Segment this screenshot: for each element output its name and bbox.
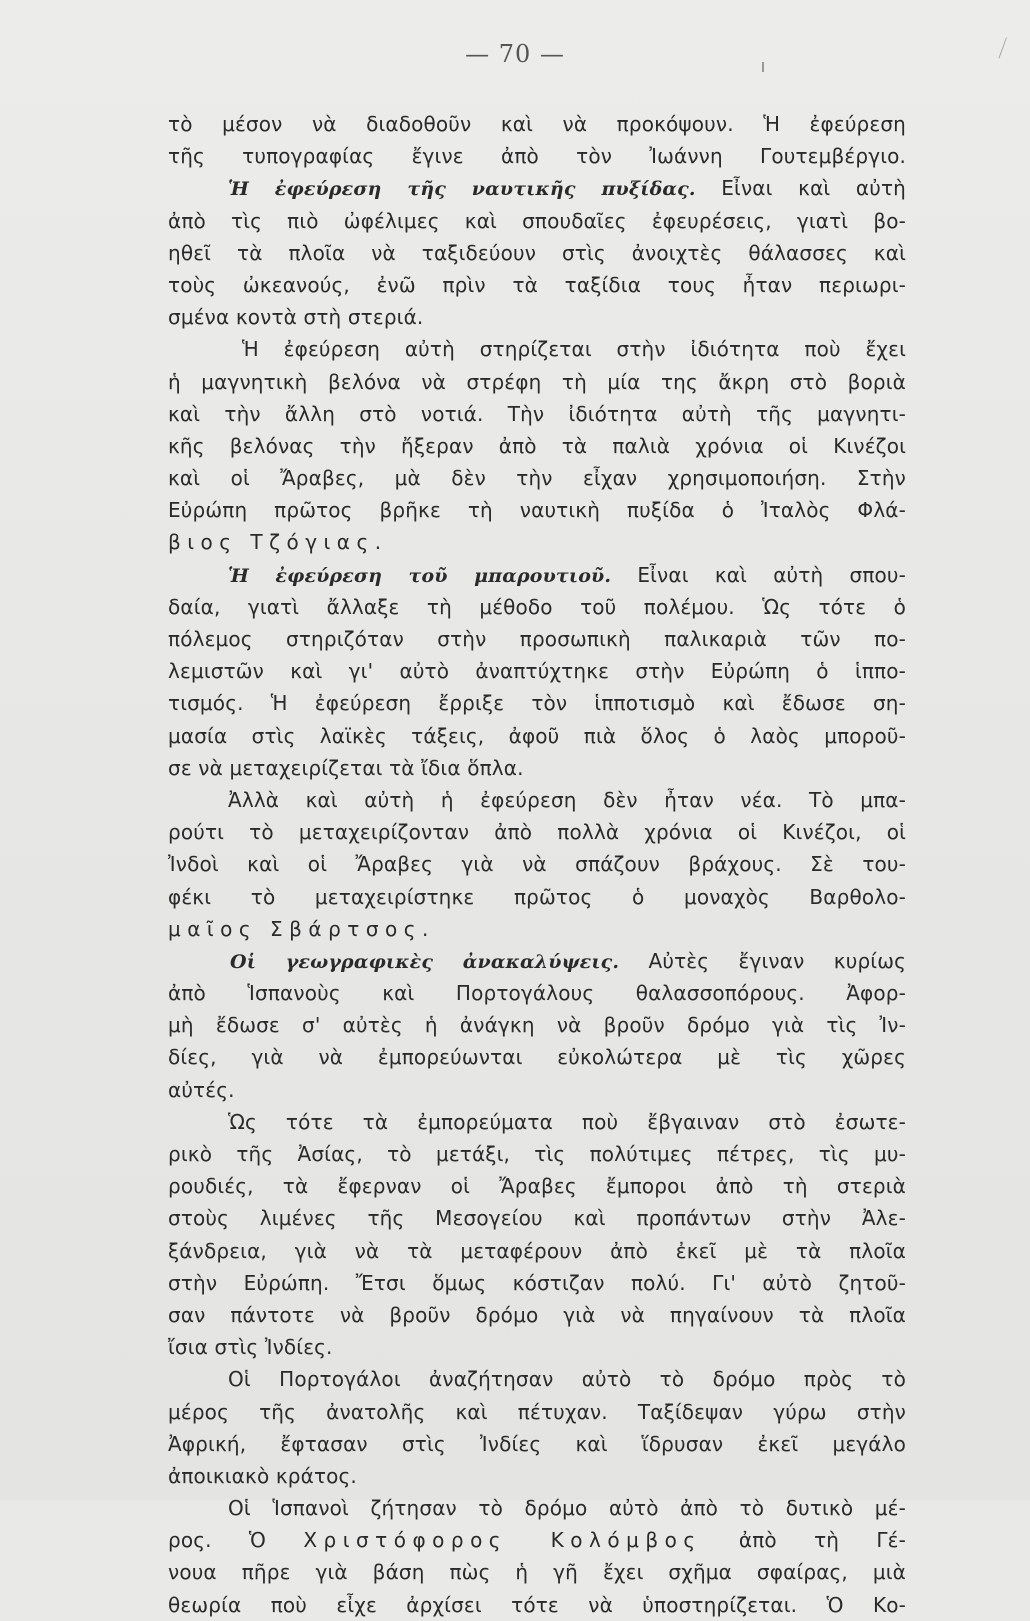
text-line: μαῖος Σβάρτσος. (168, 916, 435, 941)
text-line: σμένα κοντὰ στὴ στεριά. (168, 305, 424, 330)
text-line: ξάνδρεια, γιὰ νὰ τὰ μεταφέρουν ἀπὸ ἐκεῖ μὲ τὰ πλοῖα (168, 1238, 906, 1263)
text-line: τοὺς ὠκεανούς, ἐνῶ πρὶν τὰ ταξίδια τους ἦταν περιωρι- (168, 272, 906, 297)
text-line: δίες, γιὰ νὰ ἐμπορεύωνται εὐκολώτερα μὲ τὶς χῶρες (168, 1045, 906, 1070)
text-span: Αὐτὲς ἔγιναν κυρίως (619, 948, 906, 973)
section-heading: Ἡ ἐφεύρεση τοῦ μπαρουτιοῦ. (228, 564, 612, 587)
page-number: — 70 — (465, 40, 565, 68)
text-line: ρούτι τὸ μεταχειρίζονταν ἀπὸ πολλὰ χρόνια οἱ Κινέζοι, οἱ (168, 820, 906, 845)
text-line: λεμιστῶν καὶ γι' αὐτὸ ἀναπτύχτηκε στὴν Εὐρώπη ὁ ἱππο- (168, 659, 906, 684)
text-line: μέρος τῆς ἀνατολῆς καὶ πέτυχαν. Ταξίδεψαν γύρω στὴν (168, 1399, 906, 1424)
text-line: σε νὰ μεταχειρίζεται τὰ ἴδια ὅπλα. (168, 755, 524, 780)
text-line: ρικὸ τῆς Ἀσίας, τὸ μετάξι, τὶς πολύτιμες πέτρες, τὶς μυ- (168, 1142, 906, 1166)
text-line: θεωρία ποὺ εἶχε ἀρχίσει τότε νὰ ὑποστηρίζεται. Ὁ Κο- (168, 1592, 906, 1617)
text-line: φέκι τὸ μεταχειρίστηκε πρῶτος ὁ μοναχὸς Βαρθολο- (168, 884, 906, 909)
text-line: Ἀλλὰ καὶ αὐτὴ ἡ ἐφεύρεση δὲν ἦταν νέα. Τὸ μπα- (228, 787, 906, 812)
text-line (168, 1524, 906, 1556)
text-line: τισμός. Ἡ ἐφεύρεση ἔρριξε τὸν ἱπποτισμὸ καὶ ἔδωσε ση- (168, 691, 906, 716)
text-line: δαία, γιατὶ ἄλλαξε τὴ μέθοδο τοῦ πολέμου. Ὡς τότε ὁ (168, 594, 906, 619)
text-line: καὶ τὴν ἄλλη στὸ νοτιά. Τὴν ἰδιότητα αὐτὴ τῆς μαγνητι- (168, 401, 906, 426)
text-line: καὶ οἱ Ἄραβες, μὰ δὲν τὴν εἶχαν χρησιμοποιήση. Στὴν (168, 466, 906, 491)
text-line: Ὡς τότε τὰ ἐμπορεύματα ποὺ ἔβγαιναν στὸ ἐσωτε- (228, 1109, 906, 1134)
text-line: ηθεῖ τὰ πλοῖα νὰ ταξιδεύουν στὶς ἀνοιχτὲς θάλασσες καὶ (168, 240, 906, 265)
text-line: τὸ μέσον νὰ διαδοθοῦν καὶ νὰ προκόψουν. Ἡ ἐφεύρεση (168, 112, 906, 136)
text-line: ἡ μαγνητικὴ βελόνα νὰ στρέφη τὴ μία της ἄκρη στὸ βοριὰ (168, 369, 906, 394)
text-line: πόλεμος στηριζόταν στὴν προσωπικὴ παλικαριὰ τῶν πο- (168, 627, 906, 651)
text-line: ἀποικιακὸ κράτος. (168, 1463, 357, 1488)
text-span: Εἶναι καὶ αὐτὴ σπου- (611, 562, 906, 587)
text-line: Ἰνδοὶ καὶ οἱ Ἄραβες γιὰ νὰ σπάζουν βράχους. Σὲ του- (168, 852, 906, 877)
text-line: Ἡ ἐφεύρεση αὐτὴ στηρίζεται στὴν ἰδιότητα ποὺ ἔχει (242, 337, 906, 362)
text-line: Ἀφρική, ἔφτασαν στὶς Ἰνδίες καὶ ἵδρυσαν ἐκεῖ μεγάλο (168, 1431, 906, 1456)
person-name: Χριστόφορος Κολόμβος (303, 1528, 702, 1553)
text-line: βιος Τζόγιας. (168, 530, 388, 555)
text-span: Εἶναι καὶ αὐτὴ (695, 176, 907, 201)
text-line: μασία στὶς λαϊκὲς τάξεις, ἀφοῦ πιὰ ὅλος ὁ λαὸς μποροῦ- (168, 723, 906, 748)
section-line (168, 172, 906, 204)
text-line: αὐτές. (168, 1077, 235, 1102)
text-line: τῆς τυπογραφίας ἔγινε ἀπὸ τὸν Ἰωάννη Γουτεμβέργιο. (168, 144, 906, 169)
text-line: νουα πῆρε γιὰ βάση πὼς ἡ γῆ ἔχει σχῆμα σφαίρας, μιὰ (168, 1560, 906, 1585)
text-line: μὴ ἔδωσε σ' αὐτὲς ἡ ἀνάγκη νὰ βροῦν δρόμο γιὰ τὶς Ἰν- (168, 1013, 906, 1038)
text-line: στὴν Εὐρώπη. Ἔτσι ὅμως κόστιζαν πολύ. Γι' αὐτὸ ζητοῦ- (168, 1270, 906, 1295)
text-line: Εὐρώπη πρῶτος βρῆκε τὴ ναυτικὴ πυξίδα ὁ Ἰταλὸς Φλά- (168, 498, 906, 523)
text-line: στοὺς λιμένες τῆς Μεσογείου καὶ προπάντων στὴν Ἀλε- (168, 1206, 906, 1231)
text-line: ἴσια στὶς Ἰνδίες. (168, 1335, 333, 1360)
section-heading: Ἡ ἐφεύρεση τῆς ναυτικῆς πυξίδας. (228, 178, 696, 201)
text-span: ρος. Ὁ (168, 1528, 267, 1553)
text-line: σαν πάντοτε νὰ βροῦν δρόμο γιὰ νὰ πηγαίνουν τὰ πλοῖα (168, 1302, 906, 1327)
section-line (168, 559, 906, 591)
body-text (168, 108, 906, 1621)
text-line: ἀπὸ τὶς πιὸ ὠφέλιμες καὶ σπουδαῖες ἐφευρέσεις, γιατὶ βο- (168, 208, 906, 233)
text-line: κῆς βελόνας τὴν ἤξεραν ἀπὸ τὰ παλιὰ χρόνια οἱ Κινέζοι (168, 433, 906, 458)
section-line (168, 945, 906, 977)
text-span: ἀπὸ τὴ Γέ- (738, 1528, 906, 1553)
text-line: ἀπὸ Ἱσπανοὺς καὶ Πορτογάλους θαλασσοπόρους. Ἀφορ- (168, 981, 906, 1006)
scan-mark (762, 62, 770, 72)
text-line: Οἱ Ἱσπανοὶ ζήτησαν τὸ δρόμο αὐτὸ ἀπὸ τὸ δυτικὸ μέ- (228, 1496, 906, 1521)
text-line: Οἱ Πορτογάλοι ἀναζήτησαν αὐτὸ τὸ δρόμο πρὸς τὸ (228, 1367, 906, 1392)
section-heading: Οἱ γεωγραφικὲς ἀνακαλύψεις. (230, 950, 620, 973)
text-line: ρουδιές, τὰ ἔφερναν οἱ Ἄραβες ἔμποροι ἀπὸ τὴ στεριὰ (168, 1174, 906, 1199)
